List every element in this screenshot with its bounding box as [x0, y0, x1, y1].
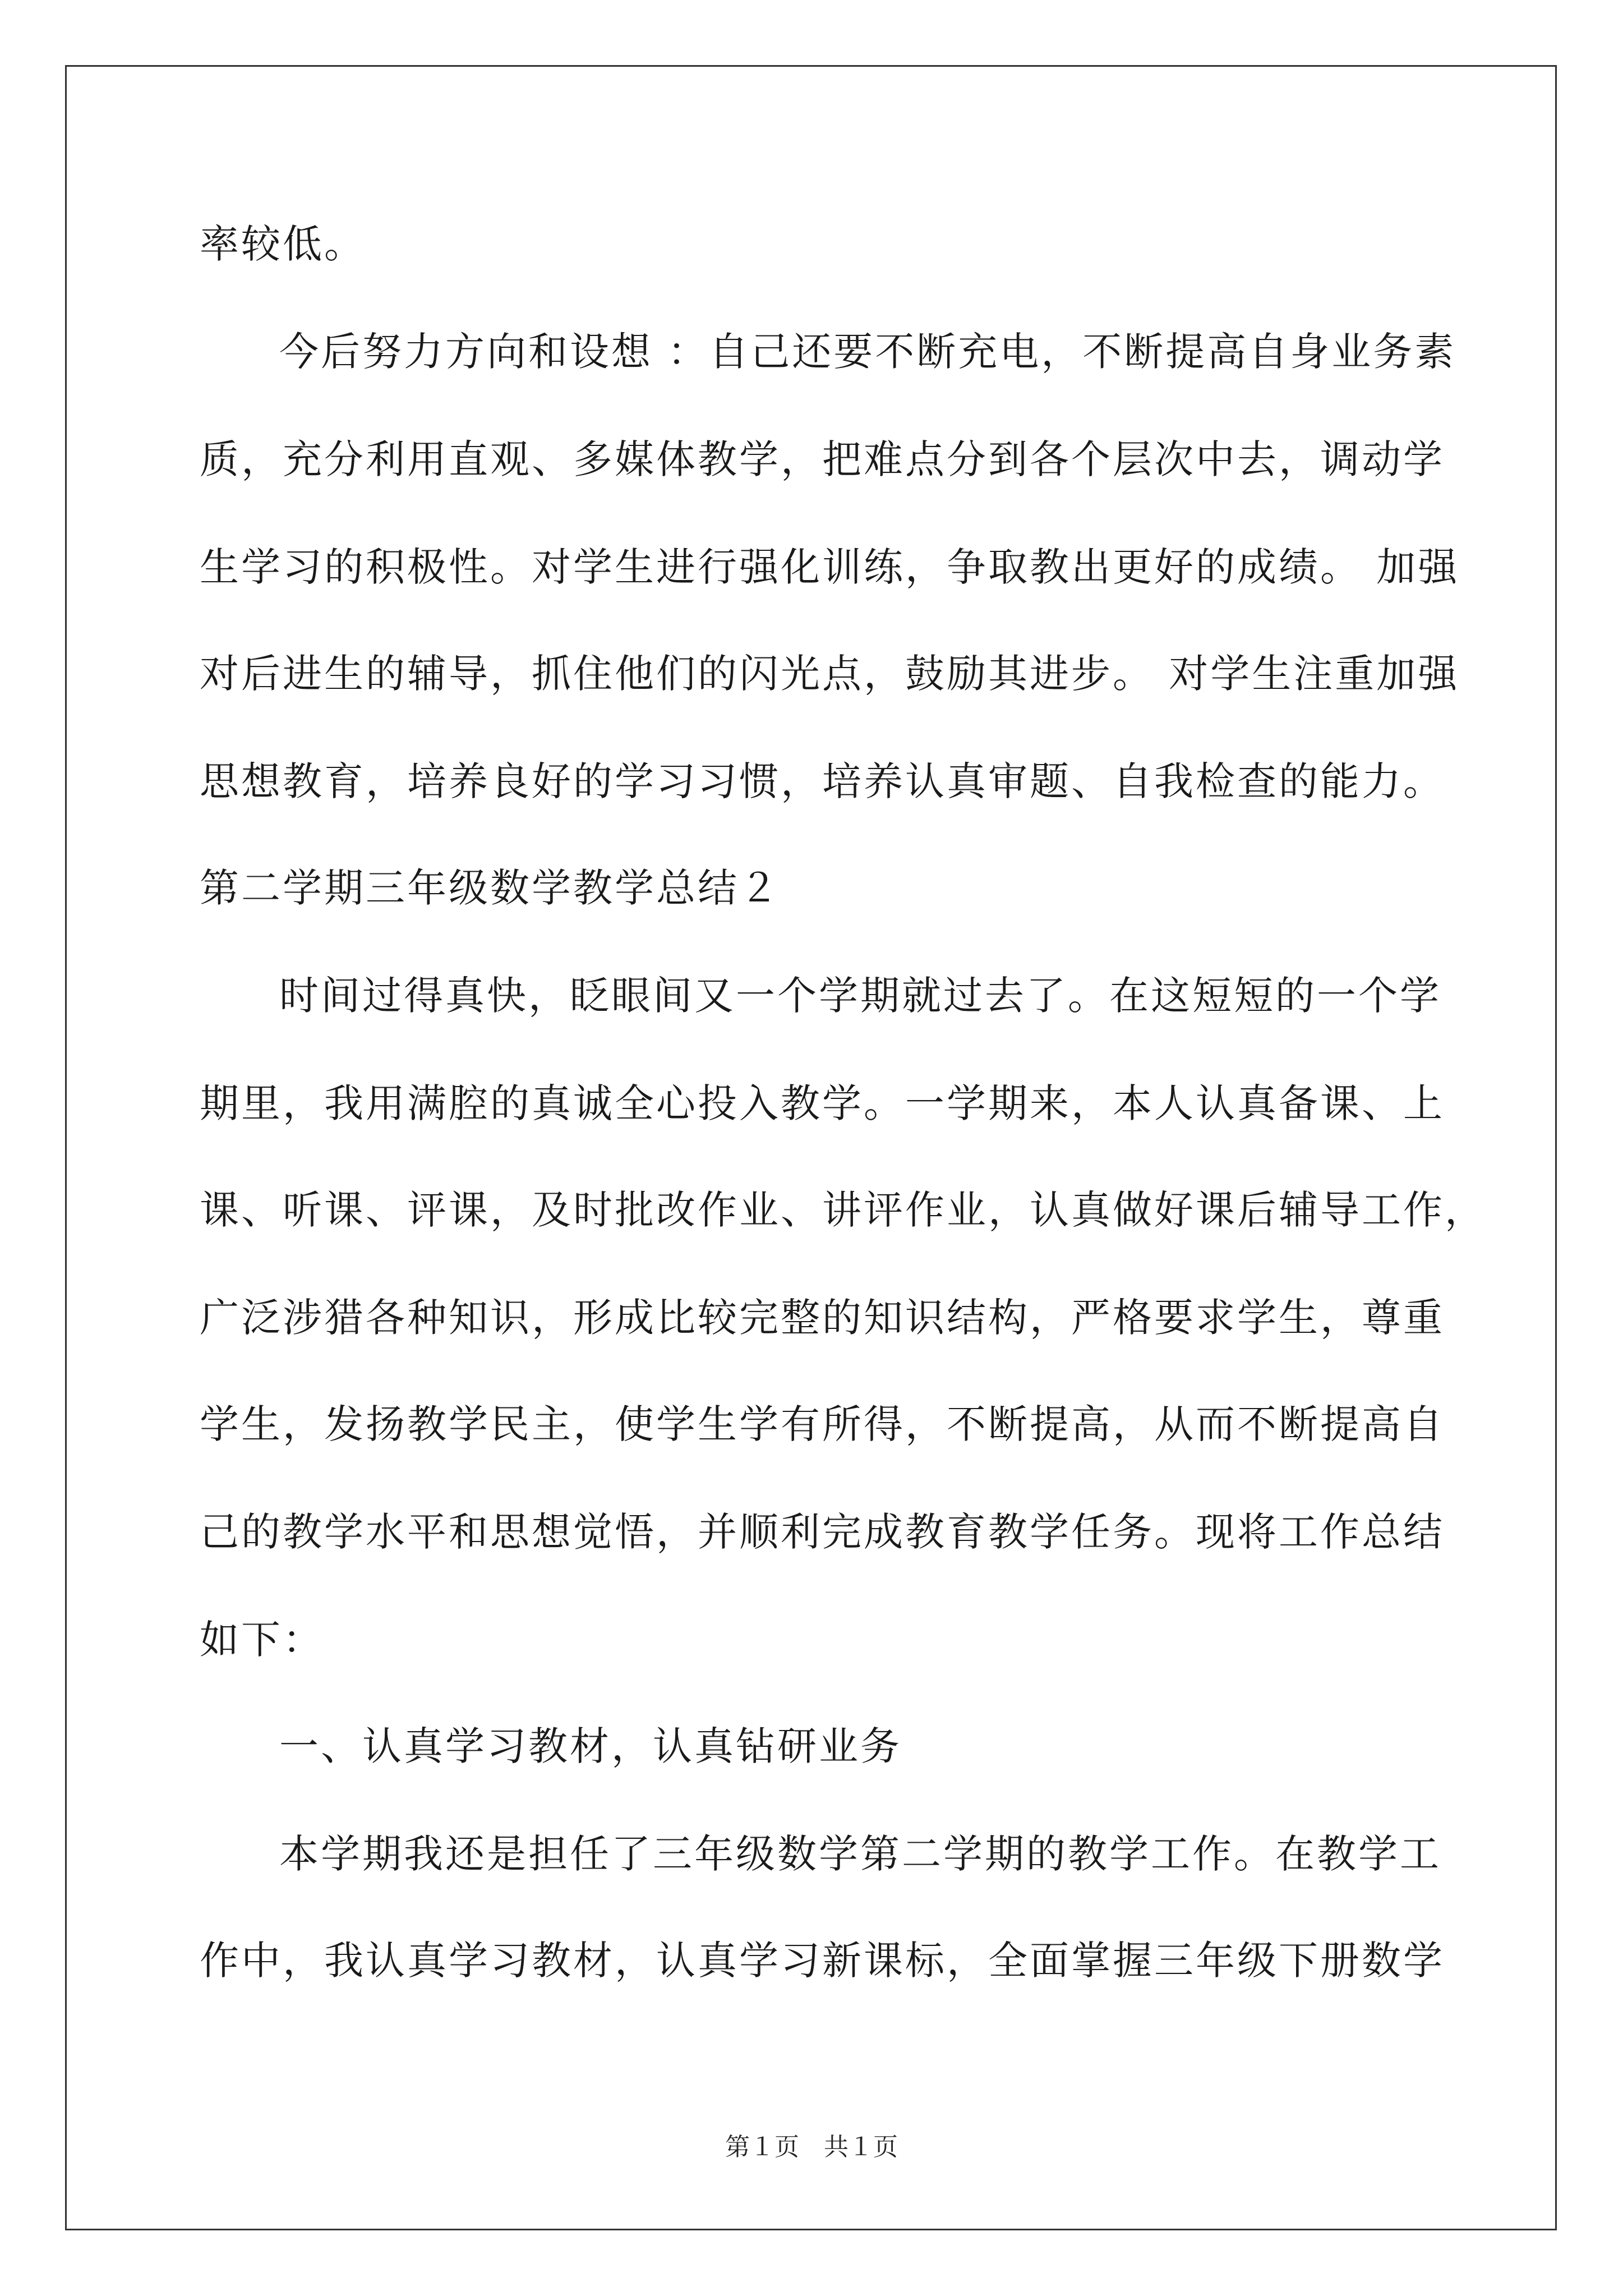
page-number-label: 第１页 共１页	[725, 2133, 898, 2161]
text-line: 时间过得真快，眨眼间又一个学期就过去了。在这短短的一个学	[279, 973, 1441, 1019]
text-line: 本学期我还是担任了三年级数学第二学期的教学工作。在教学工	[279, 1831, 1441, 1877]
section-heading: 第二学期三年级数学教学总结２	[200, 865, 781, 911]
text-line: 质，充分利用直观、多媒体教学，把难点分到各个层次中去，调动学	[200, 436, 1445, 482]
page-frame	[65, 65, 1557, 2230]
text-line: 学生，发扬教学民主，使学生学有所得，不断提高，从而不断提高自	[200, 1401, 1445, 1447]
text-line: 如下：	[200, 1617, 324, 1663]
text-line: 率较低。	[200, 221, 366, 267]
text-line: 己的教学水平和思想觉悟，并顺利完成教育教学任务。现将工作总结	[200, 1509, 1445, 1555]
text-line: 期里，我用满腔的真诚全心投入教学。一学期来，本人认真备课、上	[200, 1080, 1445, 1126]
text-line: 广泛涉猎各种知识，形成比较完整的知识结构，严格要求学生，尊重	[200, 1295, 1445, 1341]
page-footer	[0, 2135, 1623, 2160]
text-line: 课、听课、评课，及时批改作业、讲评作业，认真做好课后辅导工作，	[200, 1187, 1486, 1233]
text-line: 生学习的积极性。对学生进行强化训练，争取教出更好的成绩。 加强	[200, 544, 1460, 590]
text-line: 作中，我认真学习教材，认真学习新课标，全面掌握三年级下册数学	[200, 1938, 1445, 1984]
subsection-heading: 一、认真学习教材，认真钻研业务	[279, 1723, 902, 1769]
text-line: 今后努力方向和设想 ：自己还要不断充电，不断提高自身业务素	[279, 329, 1456, 375]
text-line: 思想教育，培养良好的学习习惯，培养认真审题、自我检查的能力。	[200, 758, 1445, 804]
text-line: 对后进生的辅导，抓住他们的闪光点，鼓励其进步。 对学生注重加强	[200, 651, 1460, 697]
